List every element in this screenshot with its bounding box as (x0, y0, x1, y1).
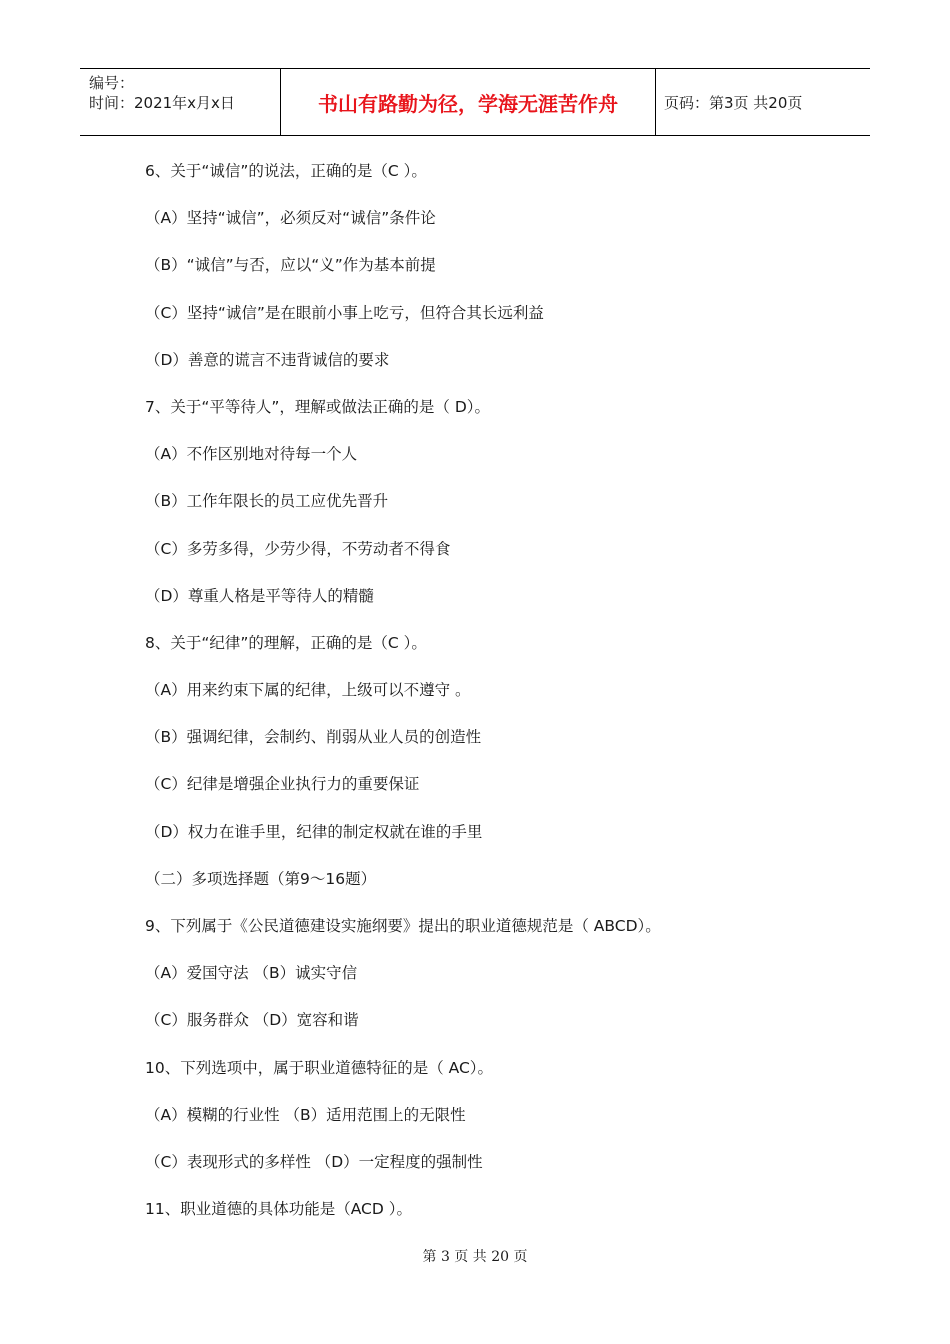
document-number-label: 编号： (89, 74, 135, 92)
document-time-label: 时间：2021年x月x日 (89, 94, 235, 112)
question-7-option-d: （D）尊重人格是平等待人的精髓 (145, 586, 374, 605)
question-8-option-c: （C）纪律是增强企业执行力的重要保证 (145, 775, 420, 794)
question-11: 11、职业道德的具体功能是（ACD ）。 (145, 1200, 412, 1219)
question-10-options-ab: （A）模糊的行业性 （B）适用范围上的无限性 (145, 1105, 466, 1124)
section-heading-multiple-choice: （二）多项选择题（第9～16题） (145, 869, 377, 888)
page-footer: 第 3 页 共 20 页 (422, 1249, 528, 1265)
question-6-option-c: （C）坚持“诚信”是在眼前小事上吃亏，但符合其长远利益 (145, 303, 544, 322)
header-page-info: 页码：第3页 共20页 (664, 93, 803, 112)
question-8: 8、关于“纪律”的理解，正确的是（C ）。 (145, 633, 427, 652)
document-body (145, 158, 845, 1243)
question-7-option-a: （A）不作区别地对待每一个人 (145, 445, 358, 464)
question-7: 7、关于“平等待人”，理解或做法正确的是（ D）。 (145, 397, 491, 416)
question-10: 10、下列选项中，属于职业道德特征的是（ AC）。 (145, 1058, 494, 1077)
question-10-options-cd: （C）表现形式的多样性 （D）一定程度的强制性 (145, 1152, 483, 1171)
question-7-option-b: （B）工作年限长的员工应优先晋升 (145, 492, 389, 511)
question-9-options-ab: （A）爱国守法 （B）诚实守信 (145, 964, 358, 983)
question-6-option-d: （D）善意的谎言不违背诚信的要求 (145, 350, 390, 369)
question-6-option-a: （A）坚持“诚信”，必须反对“诚信”条件论 (145, 209, 436, 228)
question-6-option-b: （B）“诚信”与否，应以“义”作为基本前提 (145, 256, 436, 275)
header-motto: 书山有路勤为径，学海无涯苦作舟 (281, 69, 656, 135)
question-8-option-b: （B）强调纪律，会制约、削弱从业人员的创造性 (145, 728, 482, 747)
question-7-option-c: （C）多劳多得，少劳少得，不劳动者不得食 (145, 539, 451, 558)
question-9: 9、下列属于《公民道德建设实施纲要》提出的职业道德规范是（ ABCD）。 (145, 917, 661, 935)
page-header (80, 68, 870, 136)
question-6: 6、关于“诚信”的说法，正确的是（C ）。 (145, 162, 427, 180)
header-meta (80, 69, 281, 135)
question-9-options-cd: （C）服务群众 （D）宽容和谐 (145, 1011, 359, 1030)
question-8-option-d: （D）权力在谁手里，纪律的制定权就在谁的手里 (145, 822, 483, 841)
question-8-option-a: （A）用来约束下属的纪律，上级可以不遵守 。 (145, 681, 471, 700)
